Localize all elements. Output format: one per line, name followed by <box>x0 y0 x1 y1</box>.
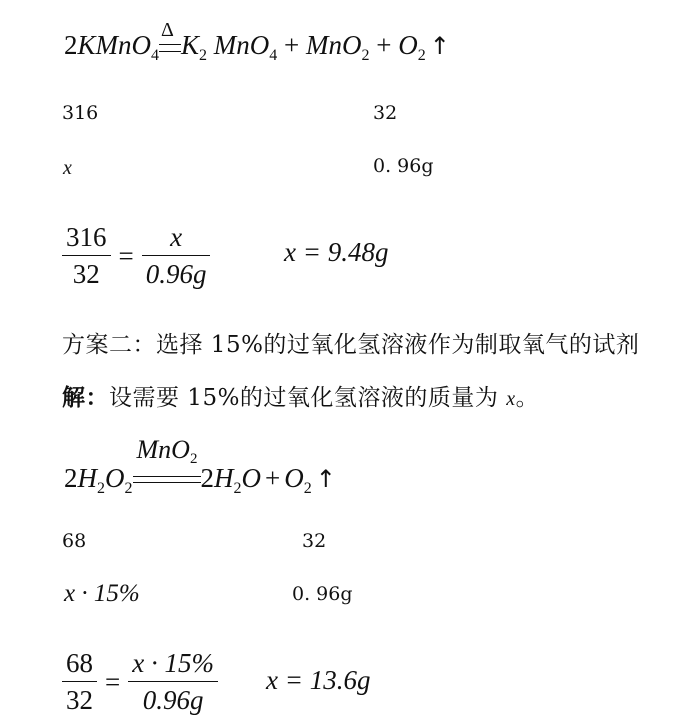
product-formula: MnO <box>306 30 362 60</box>
subscript: 2 <box>303 480 312 497</box>
solution-variable: x <box>506 388 516 410</box>
plan-title: 方案二：选择 15%的过氧化氢溶液作为制取氧气的试剂 <box>62 332 640 358</box>
equals-sign <box>133 476 201 483</box>
numerator: x · 15% <box>132 648 214 678</box>
unknown-left-1: x <box>63 157 72 179</box>
product-formula: O <box>241 463 261 493</box>
subscript: 2 <box>417 47 426 64</box>
result-1: x = 9.48g <box>284 237 389 267</box>
product-formula: H <box>214 463 234 493</box>
numerator: 68 <box>66 648 93 678</box>
denominator: 32 <box>72 259 100 290</box>
subscript: 4 <box>151 47 159 64</box>
result-2: x = 13.6g <box>266 665 371 695</box>
reactant-formula: KMnO <box>77 30 151 60</box>
plus-sign: + <box>376 30 392 60</box>
mass-right-2: 32 <box>302 530 327 552</box>
proportion-2 <box>62 648 218 716</box>
mass-left-2: 68 <box>62 530 87 552</box>
known-right-1: 0. 96g <box>373 155 434 177</box>
fraction-left <box>62 648 97 716</box>
heat-symbol: Δ <box>161 19 174 41</box>
fraction-right <box>142 222 211 290</box>
fraction-right <box>128 648 218 716</box>
plus-sign: + <box>284 30 300 60</box>
subscript: 2 <box>361 47 370 64</box>
subscript: 2 <box>199 47 208 64</box>
gas-arrow-icon: ↑ <box>315 465 336 493</box>
reactant-formula: H <box>77 463 97 493</box>
subscript: 4 <box>269 47 278 64</box>
denominator: 0.96g <box>142 685 204 716</box>
solution-label: 解： <box>62 384 109 411</box>
heating-condition <box>159 19 181 54</box>
denominator: 0.96g <box>145 259 207 290</box>
subscript: 2 <box>189 451 198 467</box>
subscript: 2 <box>124 480 133 497</box>
proportion-1 <box>62 222 210 290</box>
equals-sign: = <box>105 666 121 697</box>
numerator: 316 <box>66 222 107 252</box>
h2o2-equation <box>64 435 336 497</box>
denominator: 32 <box>66 685 93 716</box>
product-formula: O <box>284 463 304 493</box>
solution-line <box>62 386 539 410</box>
fraction-bar <box>142 255 211 256</box>
product-formula: O <box>398 30 418 60</box>
solution-text: 设需要 15%的过氧化氢溶液的质量为 <box>109 385 499 411</box>
plus-sign: + <box>265 463 281 493</box>
coefficient: 2 <box>200 463 214 493</box>
reactant-formula: O <box>105 463 125 493</box>
fraction-left <box>62 222 111 290</box>
catalyst-formula: MnO <box>136 435 190 464</box>
catalyst-condition <box>133 435 201 487</box>
mass-right-1: 32 <box>373 102 398 124</box>
known-right-2: 0. 96g <box>292 583 353 605</box>
subscript: 2 <box>97 480 105 497</box>
mass-left-1: 316 <box>62 102 99 124</box>
fraction-bar <box>128 681 218 682</box>
catalyst-label <box>136 435 198 467</box>
coefficient: 2 <box>64 463 78 493</box>
gas-arrow-icon: ↑ <box>429 32 450 60</box>
equals-sign: = <box>118 240 134 271</box>
fraction-bar <box>62 681 97 682</box>
product-formula: MnO <box>213 30 270 60</box>
fraction-bar <box>62 255 111 256</box>
solution-end: 。 <box>515 385 540 411</box>
product-formula: K <box>181 30 200 60</box>
unknown-left-2: x · 15% <box>64 580 140 607</box>
kmno4-equation <box>64 19 450 64</box>
subscript: 2 <box>233 480 242 497</box>
coefficient: 2 <box>64 30 78 60</box>
numerator: x <box>170 222 183 252</box>
equals-sign <box>159 44 181 52</box>
